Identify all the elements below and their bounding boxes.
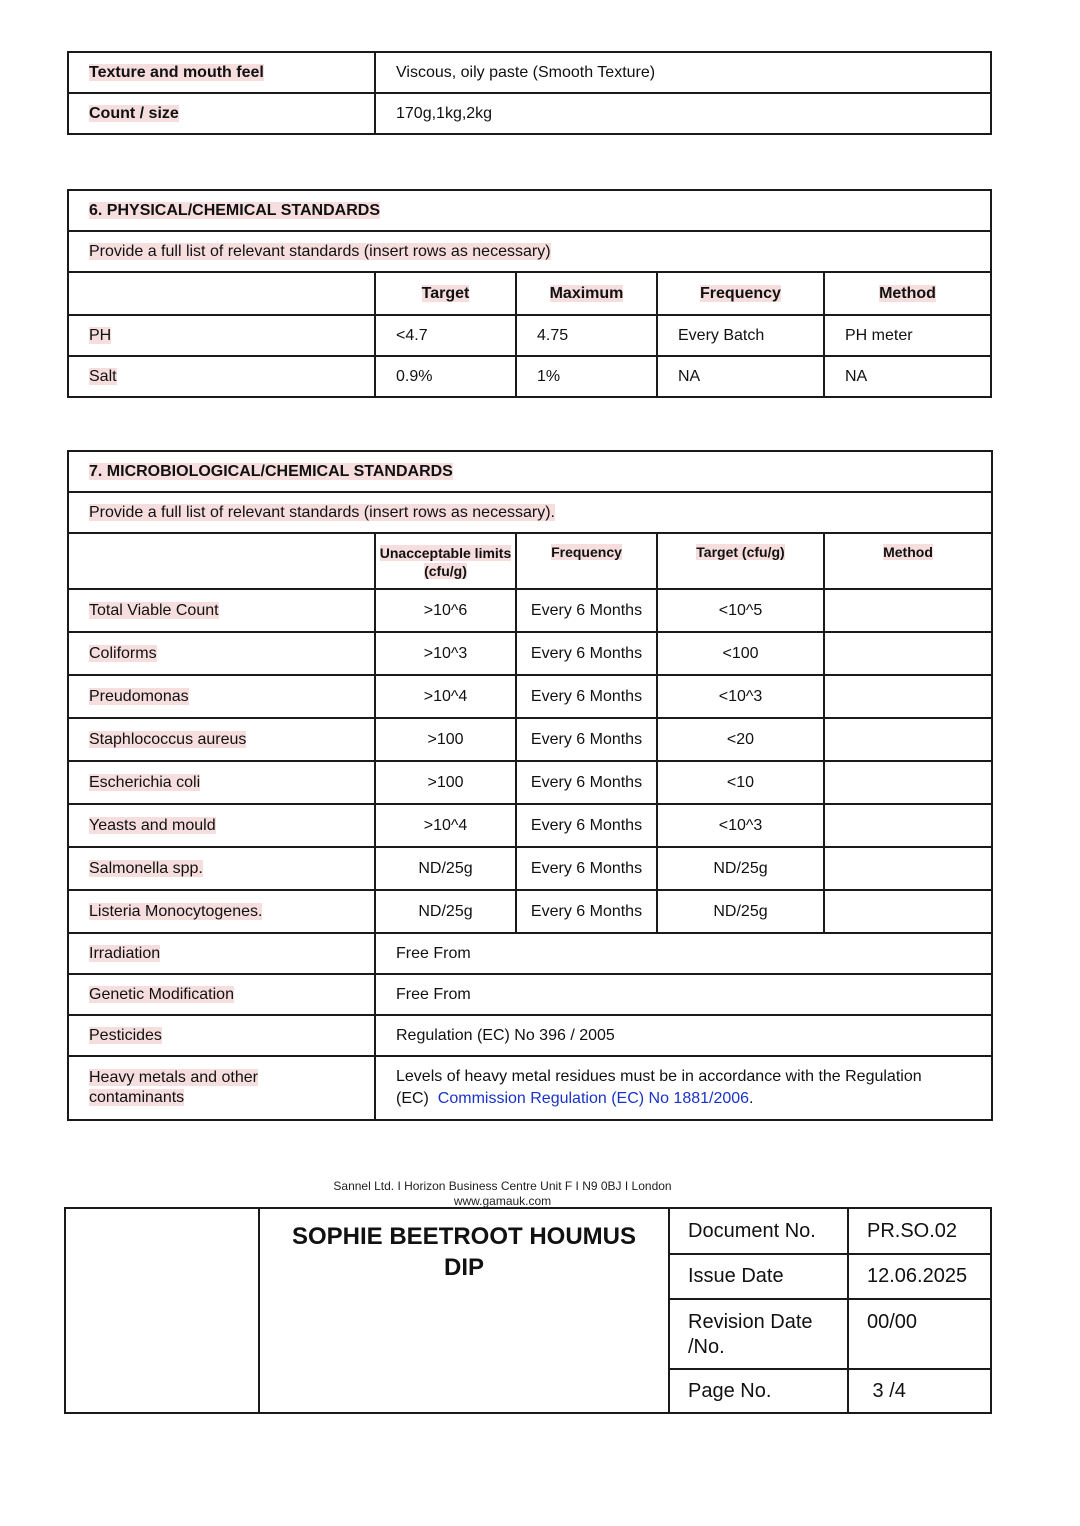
count-size-value: 170g,1kg,2kg bbox=[375, 93, 991, 134]
micro-header-frequency-cell bbox=[516, 533, 657, 589]
micro-header-target-cell bbox=[657, 533, 824, 589]
physical-row-maximum: 4.75 bbox=[516, 315, 657, 356]
footer-address: Sannel Ltd. I Horizon Business Centre Unit F I N9 0BJ I London bbox=[333, 1179, 672, 1193]
document-no-value: PR.SO.02 bbox=[848, 1208, 991, 1254]
table-row bbox=[68, 675, 992, 718]
physical-chemical-table bbox=[67, 189, 992, 398]
texture-label: Texture and mouth feel bbox=[89, 63, 264, 81]
physical-row-target: 0.9% bbox=[375, 356, 516, 397]
micro-row-name-cell bbox=[68, 847, 375, 890]
physical-header-maximum-cell bbox=[516, 272, 657, 315]
micro-row-target: <10 bbox=[657, 761, 824, 804]
micro-section-title-cell bbox=[68, 451, 992, 492]
count-size-label-cell bbox=[68, 93, 375, 134]
physical-header-method: Method bbox=[879, 284, 936, 302]
gm-label-cell bbox=[68, 974, 375, 1015]
physical-row-name: PH bbox=[89, 326, 112, 344]
table-row bbox=[68, 315, 991, 356]
table-row bbox=[68, 933, 992, 974]
texture-value: Viscous, oily paste (Smooth Texture) bbox=[375, 52, 991, 93]
document-title-line1: SOPHIE BEETROOT HOUMUS bbox=[291, 1223, 637, 1250]
heavy-metals-value-cell bbox=[375, 1056, 992, 1120]
gm-label: Genetic Modification bbox=[89, 985, 234, 1003]
micro-header-target: Target (cfu/g) bbox=[696, 544, 785, 560]
physical-section-title-cell bbox=[68, 190, 991, 231]
physical-row-name-cell bbox=[68, 315, 375, 356]
micro-row-frequency: Every 6 Months bbox=[516, 675, 657, 718]
micro-row-name: Preudomonas bbox=[89, 687, 189, 705]
micro-row-name: Coliforms bbox=[89, 644, 157, 662]
product-info-table bbox=[67, 51, 992, 135]
micro-row-target: <10^3 bbox=[657, 675, 824, 718]
micro-row-name-cell bbox=[68, 804, 375, 847]
micro-instruction-cell bbox=[68, 492, 992, 533]
micro-row-name-cell bbox=[68, 589, 375, 632]
revision-date-label-line1: Revision Date bbox=[688, 1311, 813, 1333]
micro-header-method-cell bbox=[824, 533, 992, 589]
physical-header-frequency-cell bbox=[657, 272, 824, 315]
table-row bbox=[68, 974, 992, 1015]
micro-row-limit: ND/25g bbox=[375, 847, 516, 890]
micro-row-method bbox=[824, 589, 992, 632]
micro-instruction: Provide a full list of relevant standards (insert rows as necessary). bbox=[89, 503, 555, 521]
micro-header-empty bbox=[68, 533, 375, 589]
table-row bbox=[68, 1015, 992, 1056]
physical-row-frequency: Every Batch bbox=[657, 315, 824, 356]
micro-header-frequency: Frequency bbox=[551, 544, 622, 560]
physical-header-target-cell bbox=[375, 272, 516, 315]
micro-row-limit: >10^6 bbox=[375, 589, 516, 632]
revision-date-label-cell bbox=[669, 1299, 848, 1369]
micro-header-method: Method bbox=[883, 544, 933, 560]
document-no-label: Document No. bbox=[669, 1208, 848, 1254]
micro-row-limit: >10^4 bbox=[375, 804, 516, 847]
micro-row-limit: >100 bbox=[375, 718, 516, 761]
micro-row-name-cell bbox=[68, 632, 375, 675]
physical-row-target: <4.7 bbox=[375, 315, 516, 356]
micro-row-target: ND/25g bbox=[657, 890, 824, 933]
micro-row-frequency: Every 6 Months bbox=[516, 718, 657, 761]
physical-row-maximum: 1% bbox=[516, 356, 657, 397]
irradiation-value: Free From bbox=[375, 933, 992, 974]
table-row bbox=[68, 589, 992, 632]
heavy-metals-text-prefix: (EC) bbox=[396, 1090, 429, 1107]
micro-row-method bbox=[824, 675, 992, 718]
physical-section-title: 6. PHYSICAL/CHEMICAL STANDARDS bbox=[89, 201, 380, 219]
micro-row-method bbox=[824, 761, 992, 804]
micro-row-limit: >100 bbox=[375, 761, 516, 804]
micro-row-frequency: Every 6 Months bbox=[516, 847, 657, 890]
micro-row-limit: ND/25g bbox=[375, 890, 516, 933]
micro-row-name: Salmonella spp. bbox=[89, 859, 203, 877]
table-row bbox=[68, 632, 992, 675]
revision-date-value: 00/00 bbox=[848, 1299, 991, 1369]
micro-row-target: <10^5 bbox=[657, 589, 824, 632]
physical-instruction-cell bbox=[68, 231, 991, 272]
document-control-table bbox=[64, 1207, 992, 1414]
physical-row-frequency: NA bbox=[657, 356, 824, 397]
micro-row-name-cell bbox=[68, 718, 375, 761]
heavy-metals-label-line1: Heavy metals and other bbox=[89, 1069, 258, 1086]
physical-row-name-cell bbox=[68, 356, 375, 397]
heavy-metals-text-line1: Levels of heavy metal residues must be in accordance with the Regulation bbox=[396, 1068, 922, 1085]
physical-header-frequency: Frequency bbox=[700, 284, 781, 302]
physical-header-target: Target bbox=[421, 284, 470, 302]
physical-header-method-cell bbox=[824, 272, 991, 315]
issue-date-value: 12.06.2025 bbox=[848, 1254, 991, 1299]
micro-row-limit: >10^4 bbox=[375, 675, 516, 718]
physical-header-maximum: Maximum bbox=[549, 284, 624, 302]
microbiological-table bbox=[67, 450, 993, 1121]
micro-row-name: Listeria Monocytogenes. bbox=[89, 902, 263, 920]
micro-row-name: Staphlococcus aureus bbox=[89, 730, 247, 748]
micro-row-frequency: Every 6 Months bbox=[516, 589, 657, 632]
micro-row-name: Yeasts and mould bbox=[89, 816, 216, 834]
document-title-cell bbox=[259, 1208, 669, 1413]
regulation-link[interactable]: Commission Regulation (EC) No 1881/2006 bbox=[437, 1090, 750, 1107]
table-row bbox=[68, 761, 992, 804]
issue-date-label: Issue Date bbox=[669, 1254, 848, 1299]
micro-header-limits-cell bbox=[375, 533, 516, 589]
micro-row-frequency: Every 6 Months bbox=[516, 804, 657, 847]
table-row bbox=[68, 1056, 992, 1120]
micro-row-target: <10^3 bbox=[657, 804, 824, 847]
revision-date-label-line2: /No. bbox=[688, 1336, 725, 1358]
micro-row-method bbox=[824, 718, 992, 761]
micro-header-limits: Unacceptable limits (cfu/g) bbox=[379, 545, 512, 579]
table-row bbox=[68, 718, 992, 761]
footer-website: www.gamauk.com bbox=[453, 1194, 552, 1208]
physical-instruction: Provide a full list of relevant standards (insert rows as necessary) bbox=[89, 242, 551, 260]
table-row bbox=[68, 356, 991, 397]
heavy-metals-suffix: . bbox=[749, 1090, 754, 1107]
micro-row-method bbox=[824, 632, 992, 675]
micro-row-name-cell bbox=[68, 890, 375, 933]
physical-header-empty bbox=[68, 272, 375, 315]
pesticides-label: Pesticides bbox=[89, 1026, 162, 1044]
micro-row-frequency: Every 6 Months bbox=[516, 761, 657, 804]
micro-row-method bbox=[824, 890, 992, 933]
heavy-metals-label-cell bbox=[68, 1056, 375, 1120]
pesticides-value: Regulation (EC) No 396 / 2005 bbox=[375, 1015, 992, 1056]
micro-row-method bbox=[824, 847, 992, 890]
page-no-label: Page No. bbox=[669, 1369, 848, 1413]
table-row bbox=[68, 847, 992, 890]
document-title-line2: DIP bbox=[443, 1254, 484, 1281]
heavy-metals-label-line2: contaminants bbox=[89, 1089, 185, 1106]
irradiation-label-cell bbox=[68, 933, 375, 974]
micro-row-name-cell bbox=[68, 675, 375, 718]
page-no-value: 3 /4 bbox=[848, 1369, 991, 1413]
micro-row-target: <20 bbox=[657, 718, 824, 761]
irradiation-label: Irradiation bbox=[89, 944, 161, 962]
micro-row-frequency: Every 6 Months bbox=[516, 632, 657, 675]
micro-row-limit: >10^3 bbox=[375, 632, 516, 675]
micro-section-title: 7. MICROBIOLOGICAL/CHEMICAL STANDARDS bbox=[89, 462, 453, 480]
gm-value: Free From bbox=[375, 974, 992, 1015]
table-row bbox=[68, 804, 992, 847]
micro-row-target: ND/25g bbox=[657, 847, 824, 890]
table-row bbox=[68, 890, 992, 933]
micro-row-name-cell bbox=[68, 761, 375, 804]
physical-row-method: PH meter bbox=[824, 315, 991, 356]
logo-area bbox=[65, 1208, 259, 1413]
micro-row-name: Escherichia coli bbox=[89, 773, 201, 791]
texture-label-cell bbox=[68, 52, 375, 93]
count-size-label: Count / size bbox=[89, 104, 179, 122]
micro-row-target: <100 bbox=[657, 632, 824, 675]
physical-row-name: Salt bbox=[89, 367, 117, 385]
pesticides-label-cell bbox=[68, 1015, 375, 1056]
micro-row-method bbox=[824, 804, 992, 847]
micro-row-name: Total Viable Count bbox=[89, 601, 219, 619]
micro-row-frequency: Every 6 Months bbox=[516, 890, 657, 933]
physical-row-method: NA bbox=[824, 356, 991, 397]
